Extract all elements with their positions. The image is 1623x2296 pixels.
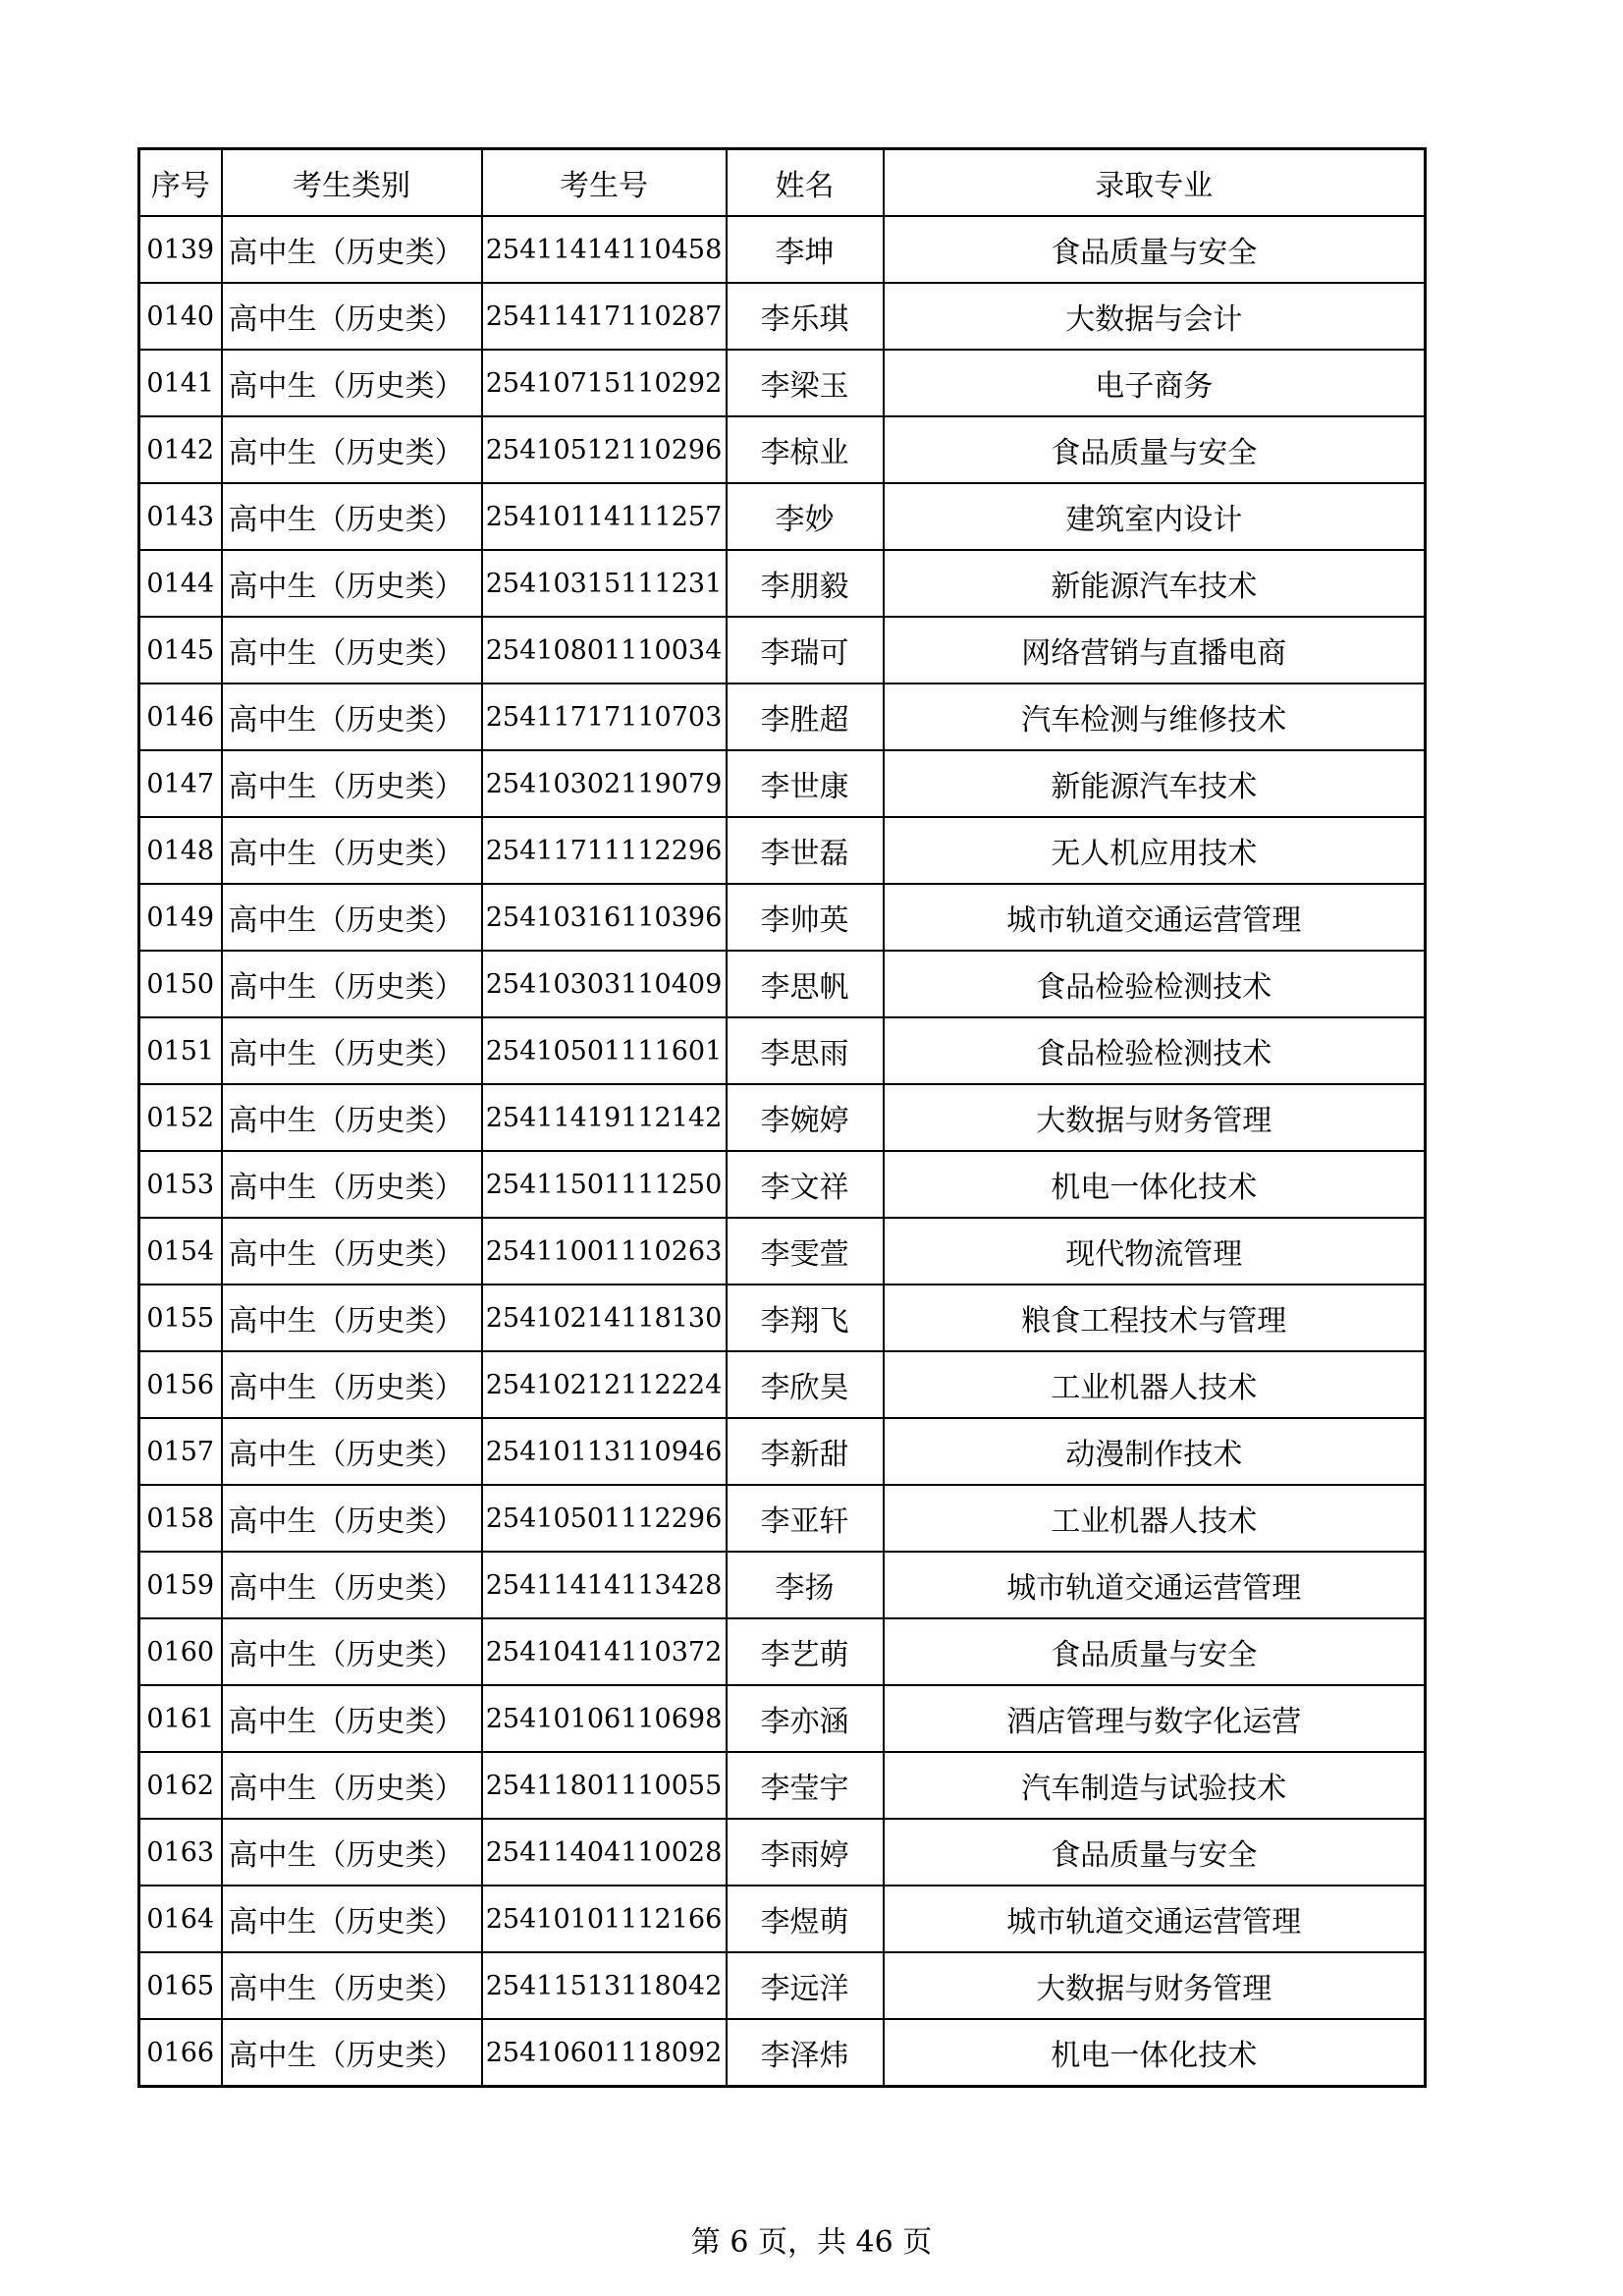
cell-exam-id: 25410501112296 — [482, 1485, 727, 1552]
table-row — [139, 283, 1426, 350]
cell-category: 高中生（历史类） — [222, 884, 482, 951]
cell-exam-id: 25410101112166 — [482, 1886, 727, 1952]
cell-exam-id: 25410212112224 — [482, 1351, 727, 1418]
cell-seq: 0148 — [139, 817, 222, 884]
cell-exam-id: 25411711112296 — [482, 817, 727, 884]
cell-name: 李世磊 — [727, 817, 884, 884]
cell-exam-id: 25410501111601 — [482, 1017, 727, 1084]
cell-major: 城市轨道交通运营管理 — [884, 884, 1426, 951]
cell-category: 高中生（历史类） — [222, 283, 482, 350]
cell-seq: 0153 — [139, 1151, 222, 1218]
table-header-row — [139, 149, 1426, 217]
cell-exam-id: 25410214118130 — [482, 1285, 727, 1351]
cell-exam-id: 25411513118042 — [482, 1952, 727, 2019]
cell-category: 高中生（历史类） — [222, 1084, 482, 1151]
cell-name: 李坤 — [727, 216, 884, 283]
cell-category: 高中生（历史类） — [222, 750, 482, 817]
cell-seq: 0151 — [139, 1017, 222, 1084]
table-row — [139, 1618, 1426, 1685]
table-row — [139, 550, 1426, 617]
cell-category: 高中生（历史类） — [222, 1351, 482, 1418]
cell-name: 李梁玉 — [727, 350, 884, 416]
cell-major: 大数据与财务管理 — [884, 1084, 1426, 1151]
cell-seq: 0147 — [139, 750, 222, 817]
cell-category: 高中生（历史类） — [222, 1017, 482, 1084]
cell-seq: 0163 — [139, 1819, 222, 1886]
cell-name: 李胜超 — [727, 683, 884, 750]
cell-major: 城市轨道交通运营管理 — [884, 1552, 1426, 1618]
cell-major: 食品质量与安全 — [884, 1618, 1426, 1685]
cell-major: 大数据与财务管理 — [884, 1952, 1426, 2019]
cell-exam-id: 25410414110372 — [482, 1618, 727, 1685]
cell-name: 李思雨 — [727, 1017, 884, 1084]
cell-seq: 0146 — [139, 683, 222, 750]
cell-category: 高中生（历史类） — [222, 951, 482, 1017]
table-row — [139, 817, 1426, 884]
header-exam-id: 考生号 — [482, 149, 727, 217]
cell-category: 高中生（历史类） — [222, 1618, 482, 1685]
table-row — [139, 1084, 1426, 1151]
cell-category: 高中生（历史类） — [222, 216, 482, 283]
cell-category: 高中生（历史类） — [222, 1485, 482, 1552]
cell-major: 酒店管理与数字化运营 — [884, 1685, 1426, 1752]
cell-category: 高中生（历史类） — [222, 1752, 482, 1819]
cell-major: 食品质量与安全 — [884, 416, 1426, 483]
cell-exam-id: 25410302119079 — [482, 750, 727, 817]
cell-exam-id: 25411414110458 — [482, 216, 727, 283]
cell-seq: 0162 — [139, 1752, 222, 1819]
cell-exam-id: 25410114111257 — [482, 483, 727, 550]
cell-seq: 0160 — [139, 1618, 222, 1685]
cell-category: 高中生（历史类） — [222, 1952, 482, 2019]
cell-exam-id: 25410303110409 — [482, 951, 727, 1017]
cell-name: 李雯萱 — [727, 1218, 884, 1285]
cell-seq: 0157 — [139, 1418, 222, 1485]
admission-table — [137, 147, 1427, 2088]
cell-major: 新能源汽车技术 — [884, 750, 1426, 817]
cell-name: 李椋业 — [727, 416, 884, 483]
cell-category: 高中生（历史类） — [222, 1151, 482, 1218]
cell-category: 高中生（历史类） — [222, 1418, 482, 1485]
cell-name: 李朋毅 — [727, 550, 884, 617]
cell-seq: 0145 — [139, 617, 222, 683]
cell-exam-id: 25411717110703 — [482, 683, 727, 750]
cell-major: 工业机器人技术 — [884, 1351, 1426, 1418]
header-seq: 序号 — [139, 149, 222, 217]
cell-name: 李煜萌 — [727, 1886, 884, 1952]
table-row — [139, 951, 1426, 1017]
cell-name: 李婉婷 — [727, 1084, 884, 1151]
cell-category: 高中生（历史类） — [222, 550, 482, 617]
table-row — [139, 1151, 1426, 1218]
cell-exam-id: 25411414113428 — [482, 1552, 727, 1618]
cell-major: 机电一体化技术 — [884, 1151, 1426, 1218]
cell-major: 工业机器人技术 — [884, 1485, 1426, 1552]
cell-exam-id: 25410512110296 — [482, 416, 727, 483]
cell-name: 李妙 — [727, 483, 884, 550]
cell-name: 李远洋 — [727, 1952, 884, 2019]
cell-seq: 0143 — [139, 483, 222, 550]
cell-category: 高中生（历史类） — [222, 350, 482, 416]
table-row — [139, 1952, 1426, 2019]
cell-name: 李亦涵 — [727, 1685, 884, 1752]
cell-category: 高中生（历史类） — [222, 1685, 482, 1752]
cell-name: 李瑞可 — [727, 617, 884, 683]
table-row — [139, 1485, 1426, 1552]
cell-exam-id: 25410316110396 — [482, 884, 727, 951]
cell-name: 李雨婷 — [727, 1819, 884, 1886]
table-row — [139, 2019, 1426, 2087]
cell-exam-id: 25411001110263 — [482, 1218, 727, 1285]
cell-seq: 0155 — [139, 1285, 222, 1351]
cell-exam-id: 25411417110287 — [482, 283, 727, 350]
table-row — [139, 483, 1426, 550]
cell-name: 李文祥 — [727, 1151, 884, 1218]
cell-category: 高中生（历史类） — [222, 1819, 482, 1886]
cell-name: 李艺萌 — [727, 1618, 884, 1685]
cell-exam-id: 25410715110292 — [482, 350, 727, 416]
cell-name: 李亚轩 — [727, 1485, 884, 1552]
cell-name: 李翔飞 — [727, 1285, 884, 1351]
cell-exam-id: 25411404110028 — [482, 1819, 727, 1886]
cell-seq: 0141 — [139, 350, 222, 416]
cell-seq: 0142 — [139, 416, 222, 483]
cell-major: 大数据与会计 — [884, 283, 1426, 350]
header-category: 考生类别 — [222, 149, 482, 217]
cell-category: 高中生（历史类） — [222, 683, 482, 750]
cell-major: 新能源汽车技术 — [884, 550, 1426, 617]
cell-major: 汽车制造与试验技术 — [884, 1752, 1426, 1819]
table-row — [139, 1017, 1426, 1084]
table-row — [139, 1285, 1426, 1351]
cell-exam-id: 25410113110946 — [482, 1418, 727, 1485]
header-name: 姓名 — [727, 149, 884, 217]
cell-name: 李泽炜 — [727, 2019, 884, 2087]
cell-major: 动漫制作技术 — [884, 1418, 1426, 1485]
cell-seq: 0158 — [139, 1485, 222, 1552]
table-row — [139, 416, 1426, 483]
cell-category: 高中生（历史类） — [222, 617, 482, 683]
cell-major: 无人机应用技术 — [884, 817, 1426, 884]
cell-major: 电子商务 — [884, 350, 1426, 416]
cell-name: 李帅英 — [727, 884, 884, 951]
cell-seq: 0166 — [139, 2019, 222, 2087]
cell-major: 汽车检测与维修技术 — [884, 683, 1426, 750]
cell-category: 高中生（历史类） — [222, 1218, 482, 1285]
cell-name: 李欣昊 — [727, 1351, 884, 1418]
cell-major: 食品质量与安全 — [884, 1819, 1426, 1886]
cell-category: 高中生（历史类） — [222, 416, 482, 483]
cell-exam-id: 25411801110055 — [482, 1752, 727, 1819]
cell-exam-id: 25411419112142 — [482, 1084, 727, 1151]
cell-category: 高中生（历史类） — [222, 483, 482, 550]
table-row — [139, 1418, 1426, 1485]
cell-seq: 0164 — [139, 1886, 222, 1952]
cell-seq: 0161 — [139, 1685, 222, 1752]
cell-seq: 0156 — [139, 1351, 222, 1418]
cell-seq: 0144 — [139, 550, 222, 617]
cell-category: 高中生（历史类） — [222, 1886, 482, 1952]
cell-category: 高中生（历史类） — [222, 1552, 482, 1618]
cell-seq: 0152 — [139, 1084, 222, 1151]
cell-major: 城市轨道交通运营管理 — [884, 1886, 1426, 1952]
cell-name: 李扬 — [727, 1552, 884, 1618]
cell-major: 建筑室内设计 — [884, 483, 1426, 550]
table-row — [139, 1819, 1426, 1886]
table-body — [139, 216, 1426, 2087]
table-row — [139, 1351, 1426, 1418]
cell-major: 网络营销与直播电商 — [884, 617, 1426, 683]
table-row — [139, 216, 1426, 283]
cell-major: 食品质量与安全 — [884, 216, 1426, 283]
cell-seq: 0139 — [139, 216, 222, 283]
table-row — [139, 1552, 1426, 1618]
table-row — [139, 350, 1426, 416]
cell-name: 李乐琪 — [727, 283, 884, 350]
table-row — [139, 1886, 1426, 1952]
cell-major: 食品检验检测技术 — [884, 1017, 1426, 1084]
cell-seq: 0150 — [139, 951, 222, 1017]
cell-major: 现代物流管理 — [884, 1218, 1426, 1285]
cell-name: 李世康 — [727, 750, 884, 817]
table-row — [139, 1685, 1426, 1752]
page-footer: 第 6 页，共 46 页 — [690, 2225, 933, 2260]
table-row — [139, 750, 1426, 817]
table-row — [139, 617, 1426, 683]
cell-name: 李思帆 — [727, 951, 884, 1017]
table-row — [139, 683, 1426, 750]
cell-exam-id: 25410601118092 — [482, 2019, 727, 2087]
cell-exam-id: 25411501111250 — [482, 1151, 727, 1218]
cell-seq: 0149 — [139, 884, 222, 951]
table-row — [139, 884, 1426, 951]
cell-seq: 0165 — [139, 1952, 222, 2019]
table-row — [139, 1218, 1426, 1285]
cell-exam-id: 25410801110034 — [482, 617, 727, 683]
cell-major: 机电一体化技术 — [884, 2019, 1426, 2087]
cell-category: 高中生（历史类） — [222, 817, 482, 884]
cell-seq: 0159 — [139, 1552, 222, 1618]
cell-name: 李新甜 — [727, 1418, 884, 1485]
cell-exam-id: 25410315111231 — [482, 550, 727, 617]
cell-seq: 0154 — [139, 1218, 222, 1285]
cell-major: 食品检验检测技术 — [884, 951, 1426, 1017]
table-row — [139, 1752, 1426, 1819]
cell-category: 高中生（历史类） — [222, 1285, 482, 1351]
cell-exam-id: 25410106110698 — [482, 1685, 727, 1752]
cell-seq: 0140 — [139, 283, 222, 350]
header-major: 录取专业 — [884, 149, 1426, 217]
cell-major: 粮食工程技术与管理 — [884, 1285, 1426, 1351]
cell-name: 李莹宇 — [727, 1752, 884, 1819]
cell-category: 高中生（历史类） — [222, 2019, 482, 2087]
